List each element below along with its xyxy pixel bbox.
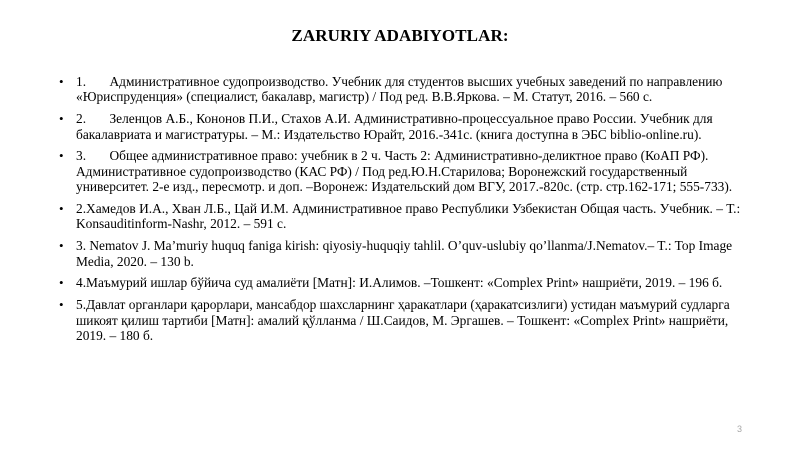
list-item-text: 3. Nematov J. Ma’muriy huquq faniga kirish: qiyosiy-huquqiy tahlil. O’quv-uslubiy qo’llanma/J.Nematov.– T.: Top Image Media, 2020. – 130 b. [76,238,733,269]
page-number: 3 [736,424,742,434]
list-item-text: 3. Общее административное право: учебник в 2 ч. Часть 2: Административно-деликтное право (КоАП РФ). Административное судопроизводство (КАС РФ) / Под ред.Ю.Н.Старилова; Воронежский государственный университет. 2-е изд., пересмотр. и доп. –Воронеж: Издательский дом ВГУ, 2017.-820с. (стр. стр.162-171; 555-733). [76,148,733,195]
list-item [57,297,747,343]
list-item [57,238,747,269]
bullet-icon: • [59,238,64,254]
bullet-icon: • [59,74,64,89]
list-item-text: 2. Зеленцов А.Б., Кононов П.И., Стахов А.И. Административно-процессуальное право России. Учебник для бакалавриата и магистратуры. – М.: Издательство Юрайт, 2016.-341с. (книга доступна в ЭБС biblio-online.ru). [76,111,713,142]
slide-title: ZARURIY ADABIYOTLAR: [291,26,509,45]
list-item-text: 1. Административное судопроизводство. Учебник для студентов высших учебных заведений по направлению «Юриспруденция» (специалист, бакалавр, магистр) / Под ред. В.В.Яркова. – М. Статут, 2016. – 560 с. [76,74,723,105]
list-item [57,111,747,142]
list-item [57,148,747,194]
list-item-text: 2.Хамедов И.А., Хван Л.Б., Цай И.М. Административное право Республики Узбекистан Общая часть. Учебник. – Т.: Konsauditinform-Nashr, 2012. – 591 с. [76,201,741,232]
bullet-icon: • [59,275,64,291]
list-item [57,201,747,232]
list-item-text: 5.Давлат органлари қарорлари, мансабдор шахсларнинг ҳаракатлари (ҳаракатсизлиги) устидан маъмурий судларга шикоят қилиш тартиби [Матн]: амалий қўлланма / Ш.Саидов, М. Эргашев. – Тошкент: «Complex Print» нашриёти, 2019. – 180 б. [76,297,730,344]
list-item [57,74,747,105]
bullet-icon: • [59,148,64,164]
references-list [57,74,747,350]
list-item-text: 4.Маъмурий ишлар бўйича суд амалиёти [Матн]: И.Алимов. –Тошкент: «Complex Print» нашриёти, 2019. – 196 б. [76,275,723,291]
bullet-icon: • [59,297,64,313]
bullet-icon: • [59,111,64,127]
list-item [57,275,747,290]
bullet-icon: • [59,201,64,217]
